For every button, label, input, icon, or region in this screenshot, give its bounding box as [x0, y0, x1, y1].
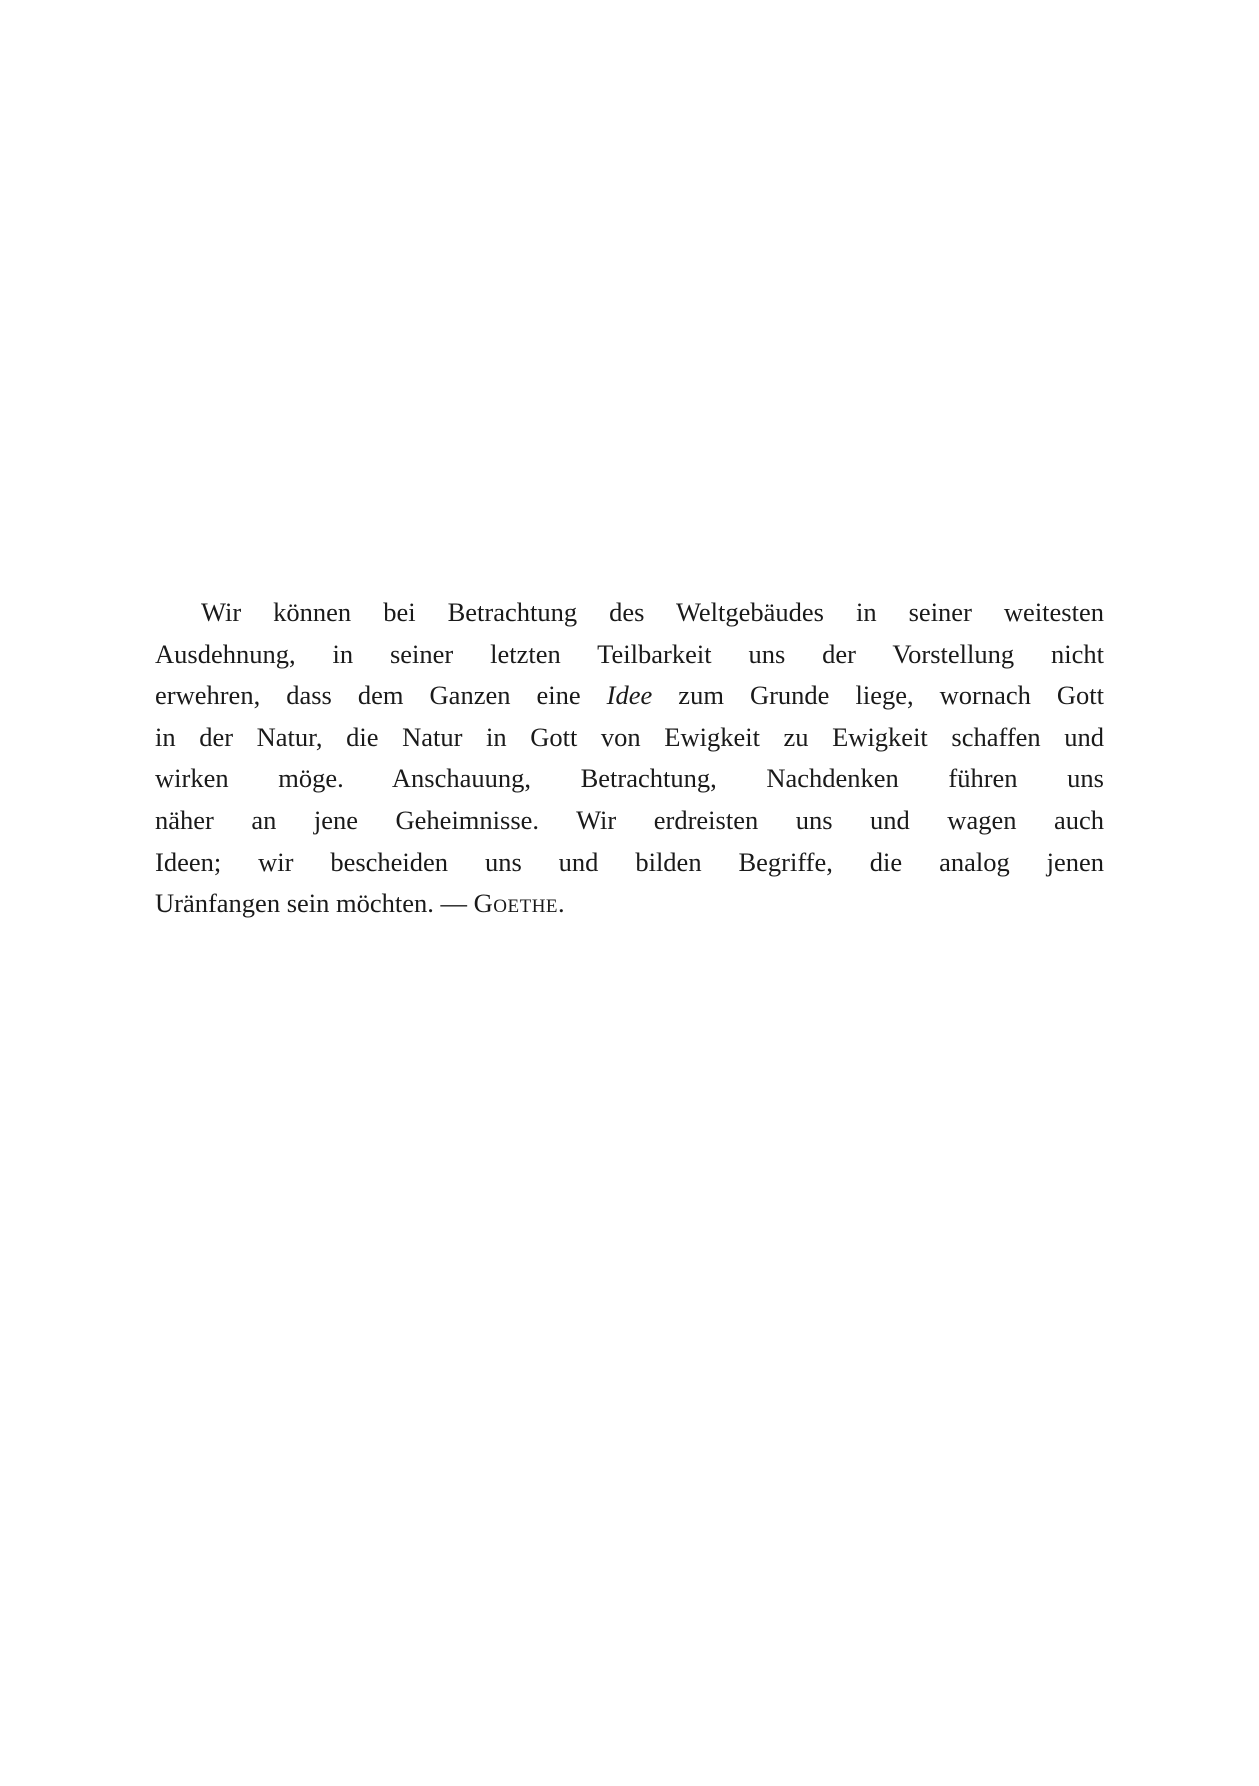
epigraph-line: wirken möge. Anschauung, Betrachtung, Nachdenken führen uns: [155, 763, 1104, 794]
epigraph-line: [155, 675, 1104, 717]
epigraph-line: [155, 883, 1104, 925]
epigraph-line: in der Natur, die Natur in Gott von Ewigkeit zu Ewigkeit schaffen und: [155, 721, 1104, 752]
epigraph-line: Ideen; wir bescheiden uns und bilden Begriffe, die analog jenen: [155, 846, 1104, 877]
epigraph-line: Wir können bei Betrachtung des Weltgebäudes in seiner weitesten: [201, 597, 1104, 627]
author-attribution: Goethe.: [473, 888, 566, 919]
epigraph-text: zum Grunde liege, wornach Gott: [652, 680, 1104, 711]
epigraph-line: Ausdehnung, in seiner letzten Teilbarkeit uns der Vorstellung nicht: [155, 638, 1104, 669]
epigraph-text: erwehren, dass dem Ganzen eine: [155, 680, 607, 711]
epigraph-text: Uränfangen sein möchten. —: [155, 888, 474, 919]
goethe-epigraph: [155, 592, 1104, 925]
epigraph-line: näher an jene Geheimnisse. Wir erdreisten uns und wagen auch: [155, 804, 1104, 835]
emphasized-word: Idee: [606, 680, 653, 711]
